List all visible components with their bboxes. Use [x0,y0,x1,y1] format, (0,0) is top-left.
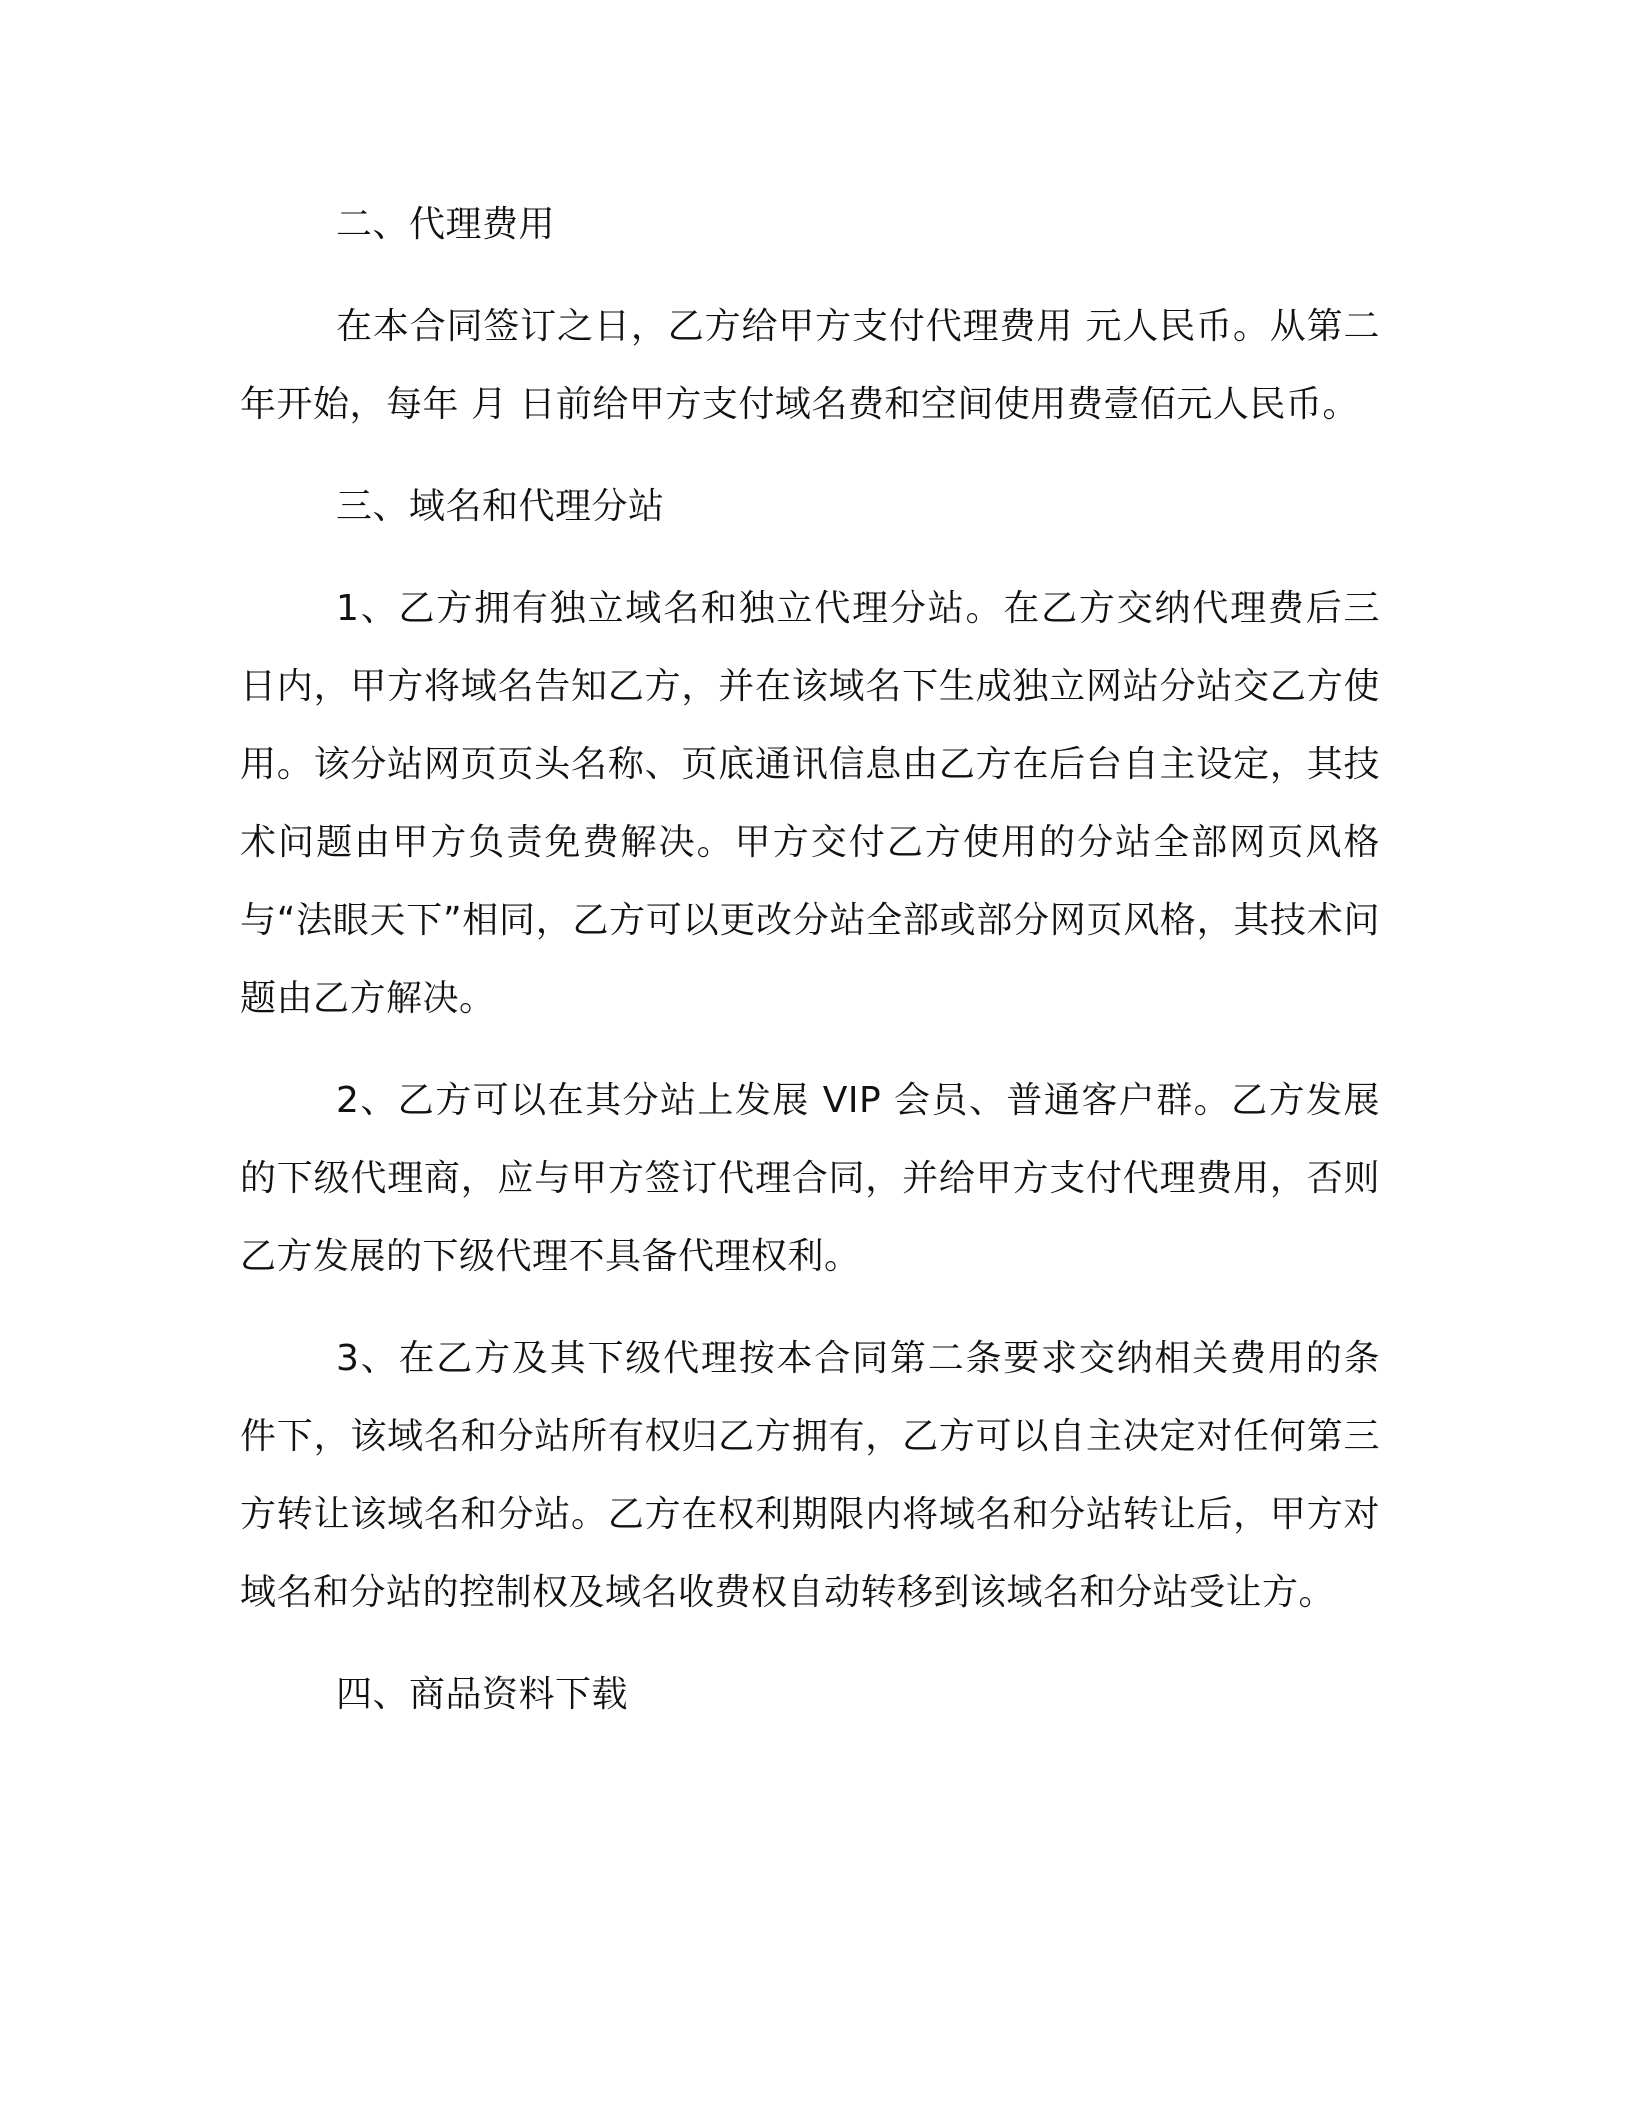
section-heading: 二、代理费用 [336,204,556,245]
paragraph: 2、乙方可以在其分站上发展 VIP 会员、普通客户群。乙方发展的下级代理商，应与甲方签订代理合同，并给甲方支付代理费用，否则乙方发展的下级代理不具备代理权利。 [240,1080,1380,1277]
document-body [240,186,1380,1734]
section-heading: 三、域名和代理分站 [336,486,665,527]
section-heading: 四、商品资料下载 [336,1674,629,1715]
paragraph: 1、乙方拥有独立域名和独立代理分站。在乙方交纳代理费后三日内，甲方将域名告知乙方，并在该域名下生成独立网站分站交乙方使用。该分站网页页头名称、页底通讯信息由乙方在后台自主设定，其技术问题由甲方负责免费解决。甲方交付乙方使用的分站全部网页风格与“法眼天下”相同，乙方可以更改分站全部或部分网页风格，其技术问题由乙方解决。 [240,588,1380,1019]
paragraph: 3、在乙方及其下级代理按本合同第二条要求交纳相关费用的条件下，该域名和分站所有权归乙方拥有，乙方可以自主决定对任何第三方转让该域名和分站。乙方在权利期限内将域名和分站转让后，甲方对域名和分站的控制权及域名收费权自动转移到该域名和分站受让方。 [240,1338,1380,1613]
paragraph: 在本合同签订之日，乙方给甲方支付代理费用 元人民币。从第二年开始，每年 月 日前给甲方支付域名费和空间使用费壹佰元人民币。 [240,306,1380,425]
